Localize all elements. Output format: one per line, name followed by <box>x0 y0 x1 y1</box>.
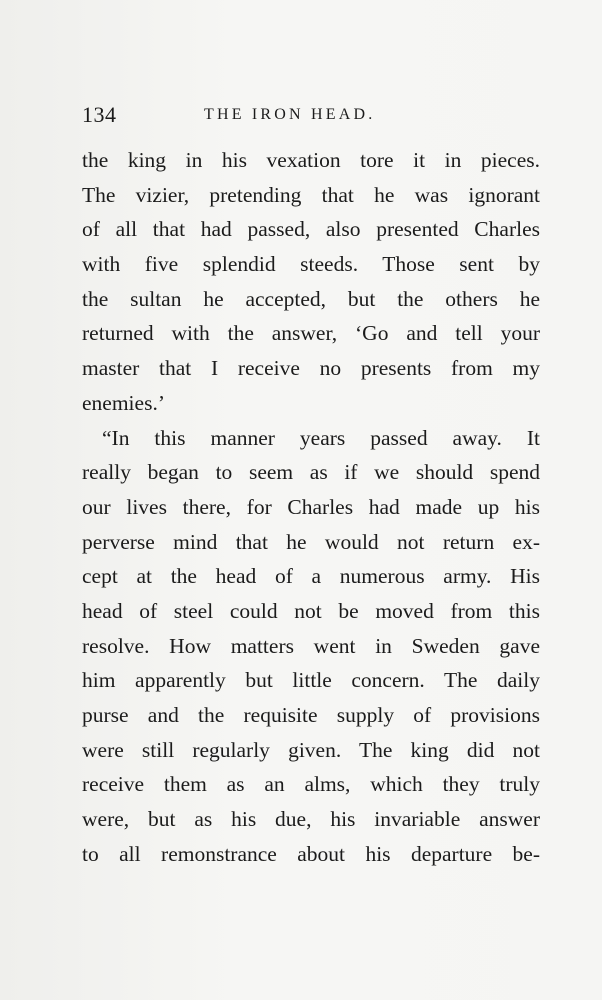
text-line: enemies.’ <box>82 390 165 415</box>
text-line: master that I receive no presents from my <box>82 356 540 381</box>
text-line: resolve. How matters went in Sweden gave <box>82 633 540 658</box>
text-line: purse and the requisite supply of provisions <box>82 703 540 727</box>
text-line: really began to seem as if we should spend <box>82 460 540 485</box>
text-line: of all that had passed, also presented Charles <box>82 217 540 242</box>
text-line: cept at the head of a numerous army. His <box>82 564 540 589</box>
running-head: THE IRON HEAD. <box>204 106 376 123</box>
text-line: returned with the answer, ‘Go and tell your <box>82 321 540 346</box>
text-line: the king in his vexation tore it in pieces. <box>82 148 540 172</box>
text-line: him apparently but little concern. The daily <box>82 668 540 693</box>
body-text <box>82 143 540 871</box>
text-line: The vizier, pretending that he was ignorant <box>82 182 540 207</box>
text-line: to all remonstrance about his departure be- <box>82 841 540 866</box>
text-line: were still regularly given. The king did not <box>82 737 540 762</box>
text-line: receive them as an alms, which they truly <box>82 772 540 797</box>
page-header <box>82 98 542 132</box>
text-line: our lives there, for Charles had made up his <box>82 494 540 519</box>
page-number: 134 <box>82 102 117 127</box>
text-line: were, but as his due, his invariable answer <box>82 807 540 832</box>
text-line: the sultan he accepted, but the others he <box>82 286 540 311</box>
text-line: “In this manner years passed away. It <box>102 425 540 450</box>
text-line: with five splendid steeds. Those sent by <box>82 252 540 277</box>
text-line: head of steel could not be moved from this <box>82 598 540 623</box>
text-line: perverse mind that he would not return ex- <box>82 529 540 554</box>
